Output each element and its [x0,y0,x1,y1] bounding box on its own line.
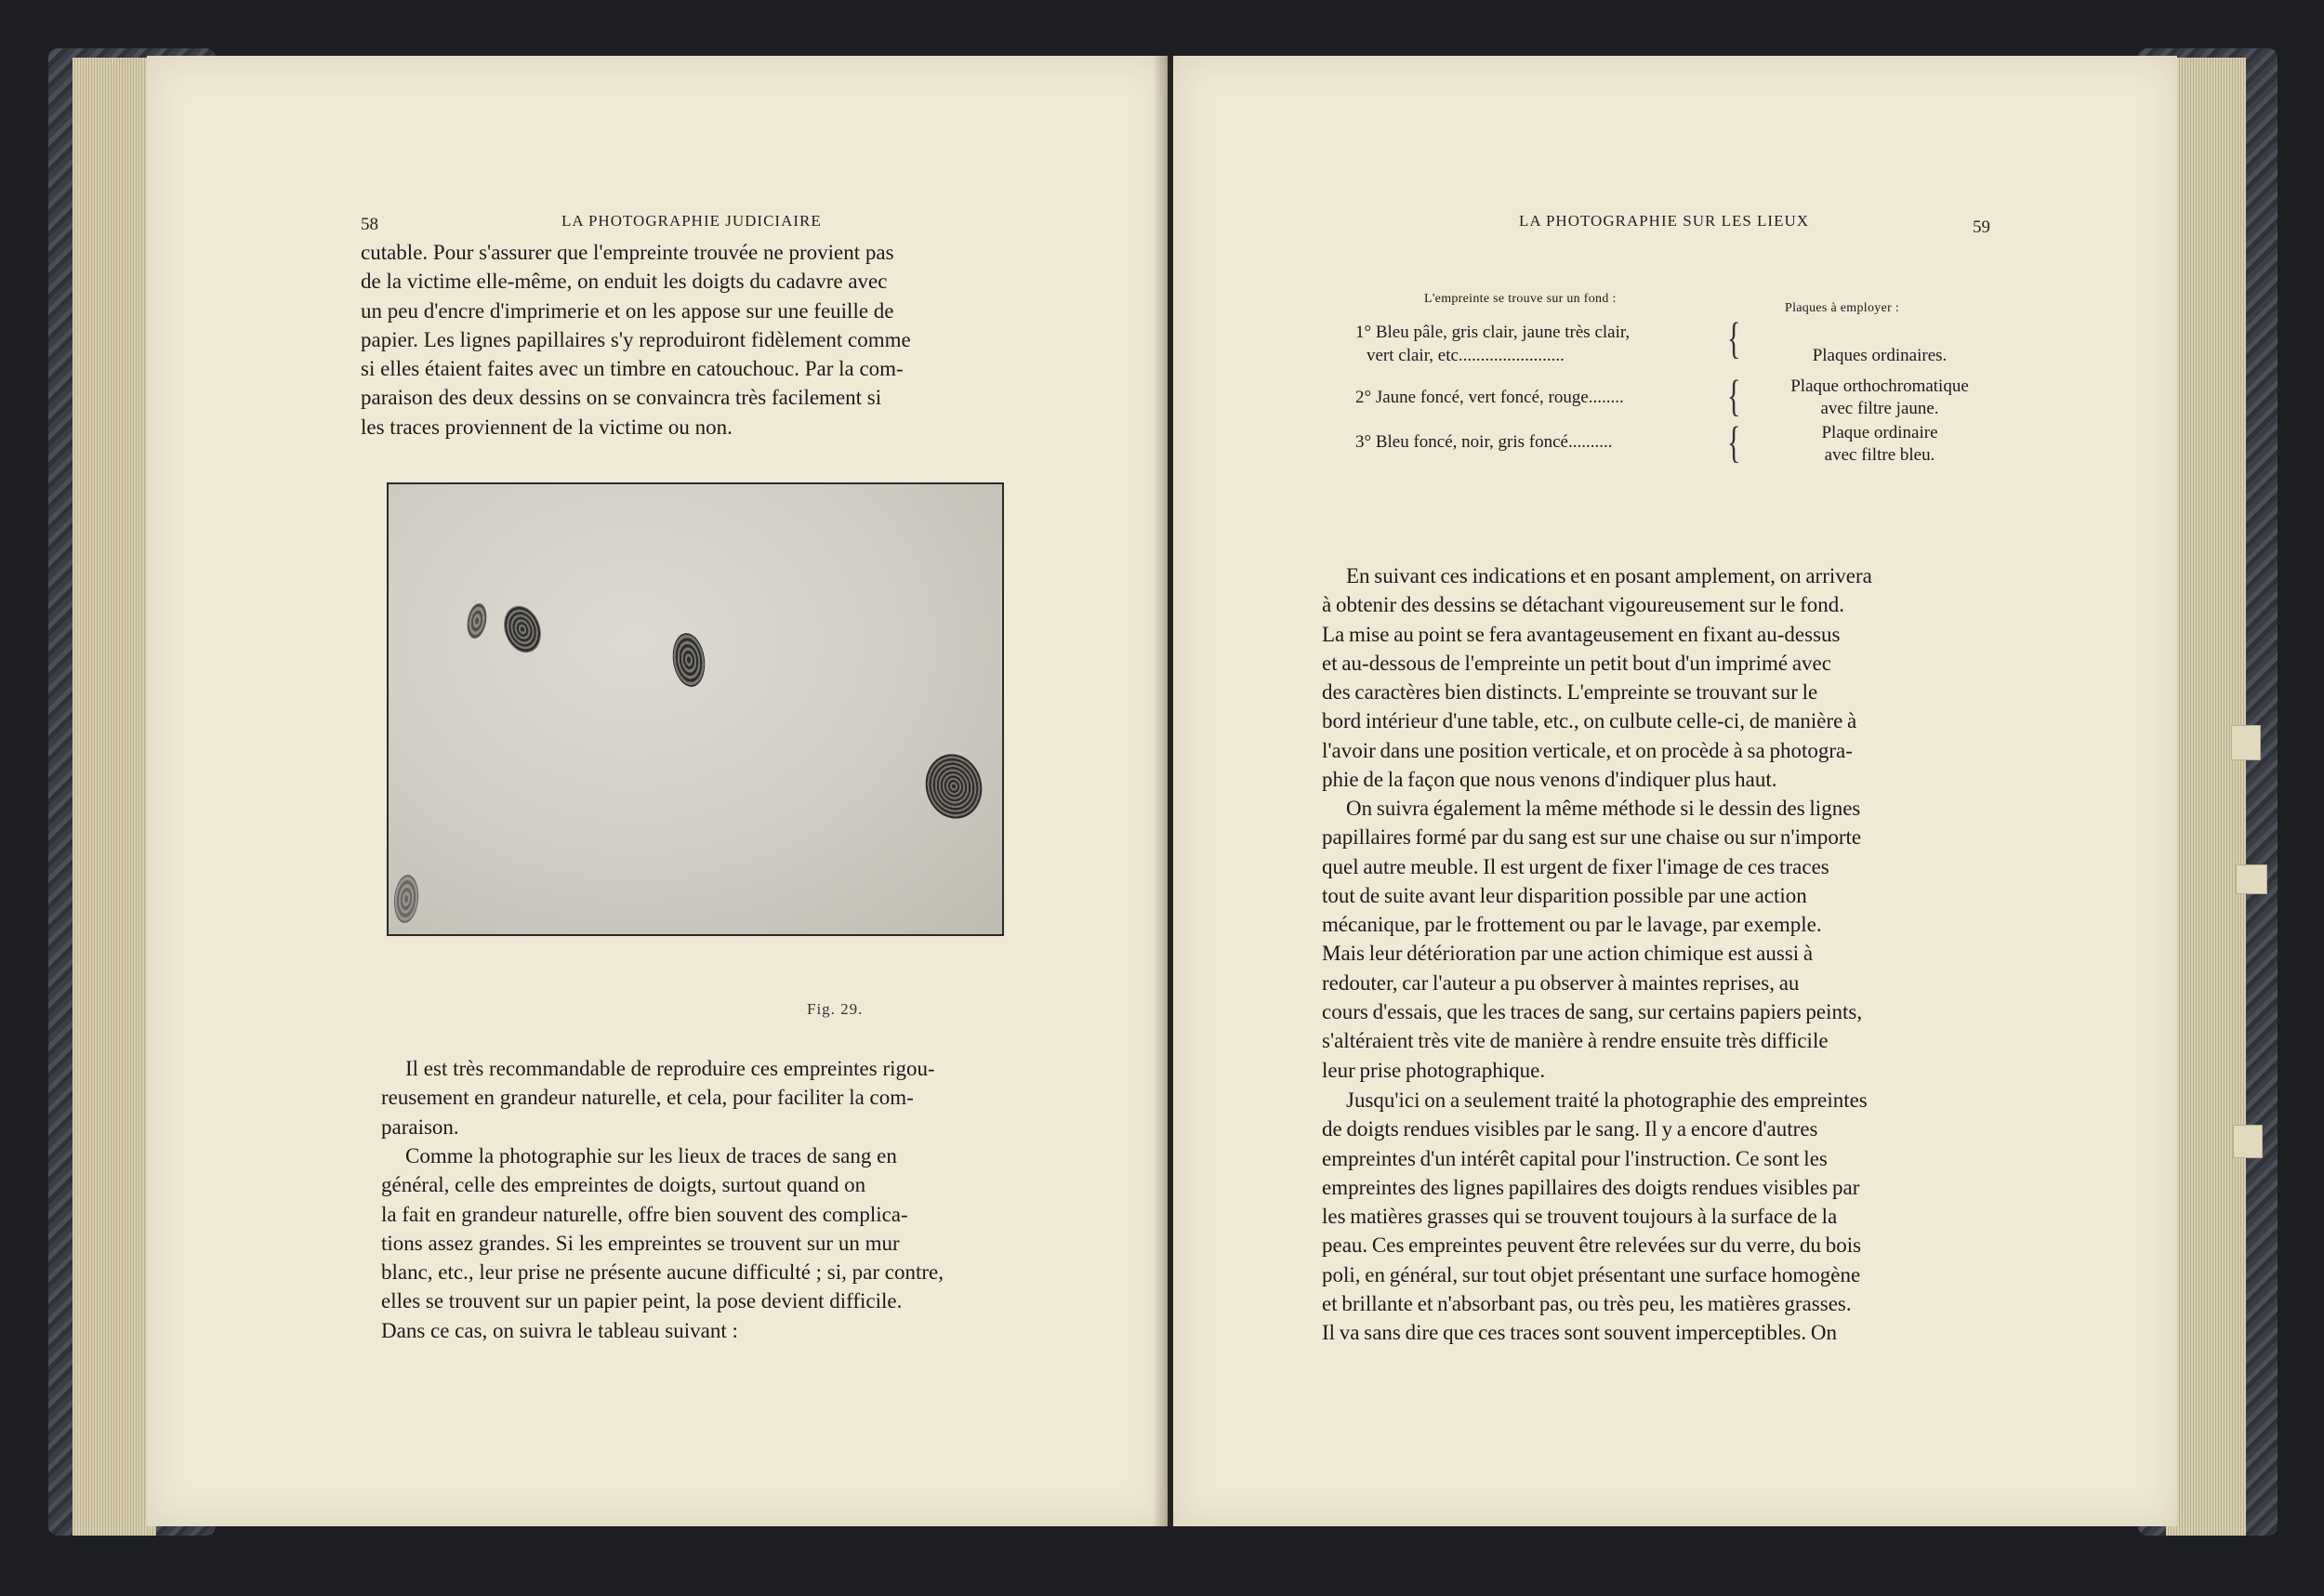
table-row-plate: Plaque orthochromatique [1790,376,1969,396]
page-number-left: 58 [361,215,378,234]
text-line: On suivra également la même méthode si le dessin des lignes [1346,797,1861,820]
fingerprint-mark [465,602,489,640]
text-line: papillaires formé par du sang est sur une chaise ou sur n'importe [1322,825,1862,850]
paragraph-suivra [1322,794,2008,1085]
fingerprint-mark [918,747,989,824]
brace-mark: { [1727,371,1741,421]
text-line: s'altéraient très vite de manière à rendre ensuite très difficile [1322,1029,1829,1053]
table-row-plate: avec filtre bleu. [1824,445,1935,465]
paragraph-recommend [381,1054,1181,1141]
right-page [1173,56,2177,1526]
page-edges-right [2166,58,2246,1536]
text-line: quel autre meuble. Il est urgent de fixer l'image de ces traces [1322,854,1829,878]
running-head-left: LA PHOTOGRAPHIE JUDICIAIRE [561,212,822,230]
table-header-plates: Plaques à employer : [1785,301,1900,315]
text-line: Mais leur détérioration par une action chimique est aussi à [1322,942,1814,966]
text-line: Il va sans dire que ces traces sont souvent imperceptibles. On [1322,1321,1837,1345]
text-line: des caractères bien distincts. L'empreinte se trouvant sur le [1322,680,1818,705]
brace-mark: { [1727,313,1741,363]
text-line: bord intérieur d'une table, etc., on culbute celle-ci, de manière à [1322,709,1857,733]
paragraph-cutable [361,238,1168,442]
text-line: blanc, etc., leur prise ne présente aucune difficulté ; si, par contre, [381,1260,944,1285]
text-line: paraison. [381,1115,459,1139]
text-line: peau. Ces empreintes peuvent être relevées sur du verre, du bois [1322,1233,1862,1258]
table-row-ground: 3° Bleu foncé, noir, gris foncé.......... [1355,432,1613,452]
paragraph-comme [381,1141,1181,1345]
table-row-plate: avec filtre jaune. [1820,399,1939,418]
text-line: un peu d'encre d'imprimerie et on les appose sur une feuille de [361,298,894,323]
text-line: leur prise photographique. [1322,1058,1546,1082]
text-line: phie de la façon que nous venons d'indiquer plus haut. [1322,768,1777,792]
text-line: Dans ce cas, on suivra le tableau suivant : [381,1318,738,1342]
table-header-ground: L'empreinte se trouve sur un fond : [1424,292,1617,306]
text-line: papier. Les lignes papillaires s'y reproduiront fidèlement comme [361,327,911,351]
text-line: Comme la photographie sur les lieux de traces de sang en [405,1144,897,1167]
fingerprint-mark [669,631,708,689]
text-line: empreintes d'un intérêt capital pour l'instruction. Ce sont les [1322,1146,1828,1170]
text-line: de doigts rendues visibles par le sang. Il y a encore d'autres [1322,1117,1818,1141]
text-line: paraison des deux dessins on se convaincra très facilement si [361,386,882,410]
text-line: En suivant ces indications et en posant amplement, on arrivera [1346,564,1872,587]
text-line: elles se trouvent sur un papier peint, la pose devient difficile. [381,1289,903,1313]
text-line: cours d'essais, que les traces de sang, sur certains papiers peints, [1322,1000,1863,1024]
page-edges-left [73,58,156,1536]
fingerprint-photograph [387,482,1004,936]
text-line: tions assez grandes. Si les empreintes se trouvent sur un mur [381,1231,900,1255]
paragraph-jusqu [1322,1086,2008,1348]
paper-tab [2231,725,2261,760]
table-row-ground: 2° Jaune foncé, vert foncé, rouge........ [1355,388,1624,407]
brace-mark: { [1727,417,1741,468]
page-number-right: 59 [1973,218,1990,237]
fingerprint-mark [497,600,547,658]
table-row-ground: vert clair, etc........................ [1367,346,1565,365]
text-line: les traces proviennent de la victime ou non. [361,415,733,439]
fingerprint-mark [392,874,420,924]
paragraph-suivant [1322,561,2008,794]
text-line: la fait en grandeur naturelle, offre bien souvent des complica- [381,1202,908,1226]
text-line: mécanique, par le frottement ou par le lavage, par exemple. [1322,913,1822,937]
text-line: cutable. Pour s'assurer que l'empreinte trouvée ne provient pas [361,241,894,264]
figure-caption: Fig. 29. [807,1000,864,1018]
text-line: La mise au point se fera avantageusement en fixant au-dessus [1322,622,1841,646]
running-head-right: LA PHOTOGRAPHIE SUR LES LIEUX [1519,212,1810,230]
paper-tab [2236,864,2267,894]
text-line: de la victime elle-même, on enduit les doigts du cadavre avec [361,270,888,294]
text-line: redouter, car l'auteur a pu observer à maintes reprises, au [1322,970,1800,995]
paper-tab [2233,1125,2263,1158]
text-line: Il est très recommandable de reproduire ces empreintes rigou- [405,1057,935,1080]
text-line: les matières grasses qui se trouvent toujours à la surface de la [1322,1205,1838,1229]
text-line: reusement en grandeur naturelle, et cela, pour faciliter la com- [381,1086,914,1110]
text-line: si elles étaient faites avec un timbre en catouchouc. Par la com- [361,357,904,381]
table-row-plate: Plaque ordinaire [1821,423,1938,442]
text-line: l'avoir dans une position verticale, et on procède à sa photogra- [1322,738,1853,762]
table-row-ground: 1° Bleu pâle, gris clair, jaune très clair, [1355,323,1631,342]
text-line: et brillante et n'absorbant pas, ou très peu, les matières grasses. [1322,1292,1852,1316]
table-row-plate: Plaques ordinaires. [1812,346,1948,365]
text-line: général, celle des empreintes de doigts, surtout quand on [381,1173,866,1197]
text-line: Jusqu'ici on a seulement traité la photographie des empreintes [1346,1088,1868,1112]
text-line: à obtenir des dessins se détachant vigoureusement sur le fond. [1322,593,1845,617]
text-line: et au-dessous de l'empreinte un petit bout d'un imprimé avec [1322,651,1831,675]
text-line: empreintes des lignes papillaires des doigts rendues visibles par [1322,1175,1860,1199]
text-line: tout de suite avant leur disparition possible par une action [1322,883,1807,907]
text-line: poli, en général, sur tout objet présentant une surface homogène [1322,1262,1861,1286]
